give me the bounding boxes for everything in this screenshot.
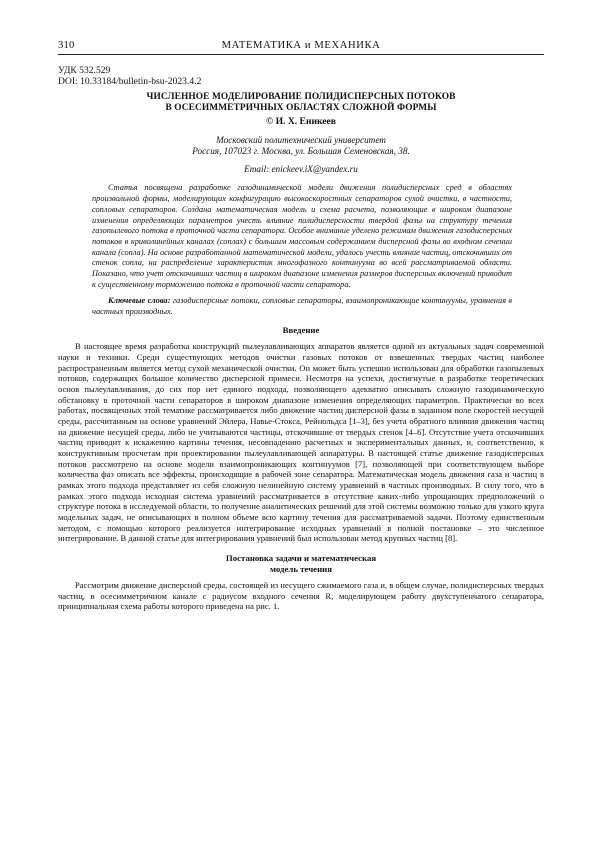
title-line-2: В ОСЕСИММЕТРИЧНЫХ ОБЛАСТЯХ СЛОЖНОЙ ФОРМЫ: [165, 103, 437, 114]
keywords-text: газодисперсные потоки, сопловые сепараторы, взаимопроникающие континуумы, уравнения в частных производных.: [92, 296, 512, 317]
keywords: [92, 296, 512, 317]
page-number: 310: [58, 40, 75, 51]
affiliation-line-2: Россия, 107023 г. Москва, ул. Большая Семеновская, 38.: [192, 146, 410, 157]
article-page: [58, 40, 544, 612]
affiliation-line-1: Московский политехнический университет: [216, 135, 386, 146]
abstract: Статья посвящена разработке газодинамической модели движения полидисперсных сред в областях произвольной формы, моделирующих конфигурацию высокоскоростных сепараторов сухой очистки, в частности, сопловых сепараторов. Создана математическая модель и схема расчета, позволяющие в широком диапазоне изменения определяющих параметров учесть влияние полидисперсности твердой фазы на структуру течения газопылевого потока в проточной части сепаратора. Особое внимание уделено режимам движения газодисперсных потоков в криволинейных каналах (соплах) с большим массовым содержанием дисперсной фазы во входном сечении канала (сопла). На основе разработанной математической модели, удалось учесть влияние частиц, отскочивших от стенок сопла, на распределение характеристик многофазного континуума во всей рассматриваемой области. Показано, что учет отскочивших частиц в широком диапазоне изменения размеров дисперсных включений приводит к существенному торможению потока в проточной части сепаратора.: [92, 183, 512, 289]
journal-section-title: МАТЕМАТИКА и МЕХАНИКА: [221, 40, 381, 51]
introduction-paragraph: В настоящее время разработка конструкций пылеулавливающих аппаратов является одной из актуальных задач современной науки и техники. Среди существующих методов очистки газовых потоков от взвешенных твердых частиц наиболее распространенным является метод сухой механической очистки. Он может быть успешно использован для обработки газопылевых потоков, содержащих большое количество дисперсной примеси. Несмотря на успехи, достигнутые в разработке теоретических основ пылеулавливания, до сих пор нет единого подхода, позволяющего адекватно описывать сложную газодинамическую обстановку в проточной части сепараторов в широком диапазоне изменения определяющих параметров. Практически во всех работах, посвященных этой тематике рассматривается либо движение частиц дисперсной фазы в заданном поле скоростей несущей среды, рассчитанным на основе уравнений Эйлера, Навье-Стокса, Рейнольдса [1–3], без учета обратного влияния движения частиц на движение несущей среды, либо не учитываются частицы, отскочившие от твердых стенок [4–6]. Отсутствие учета отскочивших частиц приводит к искажению картины течения, несовпадению расчетных и экспериментальных данных, и, соответственно, к конструктивным просчетам при проектировании пылеулавливающей аппаратуры. В настоящей статье движение газодисперсных потоков рассмотрено на основе модели взаимопроникающих континуумов [7], позволяющей при соответствующем выборе количества фаз описать все эффекты, происходящие в рабочей зоне сепаратора. Математическая модель движения газа и частиц в рамках этого подхода представляет из себя сложную нелинейную систему уравнений в частных производных. В силу того, что в рамках этого подхода исходная система уравнений рассматривается в отсутствие каких-либо упрощающих предположений о структуре потока в исследуемой области, то получение аналитических решений для этой системы возможно только для узкого круга модельных задач, не описывающих в полном объеме всю картину течения для рассматриваемой задачи. Поэтому единственным методом, с помощью которого реализуется интегрирование исходных уравнений в полной постановке – это численное интегрирование. В данной статье для интегрирования уравнений был использован метод крупных частиц [8].: [58, 341, 544, 544]
affiliation: [58, 135, 544, 157]
section-title-problem-setup: [58, 553, 544, 574]
author-email[interactable]: Email: enickeev.iX@yandex.ru: [244, 164, 358, 175]
article-meta: [58, 65, 544, 87]
article-title: [58, 92, 544, 114]
section-title-line-2: модель течения: [270, 563, 332, 574]
doi[interactable]: DOI: 10.33184/bulletin-bsu-2023.4.2: [58, 76, 202, 88]
udc-code: УДК 532.529: [58, 65, 111, 76]
title-line-1: ЧИСЛЕННОЕ МОДЕЛИРОВАНИЕ ПОЛИДИСПЕРСНЫХ ПОТОКОВ: [146, 92, 456, 103]
section-title-line-1: Постановка задачи и математическая: [225, 552, 377, 563]
header-rule: [58, 54, 544, 55]
section-title-introduction: Введение: [282, 324, 320, 335]
problem-setup-paragraph: Рассмотрим движение дисперсной среды, состоящей из несущего сжимаемого газа и, в общем случае, полидисперсных твердых частиц, в осесимметричном канале с радиусом входного сечения R, моделирующем работу двухступенчатого сепаратора, принципиальная схема работы которого приведена на рис. 1.: [58, 580, 544, 612]
running-header: [58, 40, 544, 51]
author: © И. Х. Еникеев: [266, 116, 336, 128]
keywords-label: Ключевые слова:: [108, 296, 171, 306]
